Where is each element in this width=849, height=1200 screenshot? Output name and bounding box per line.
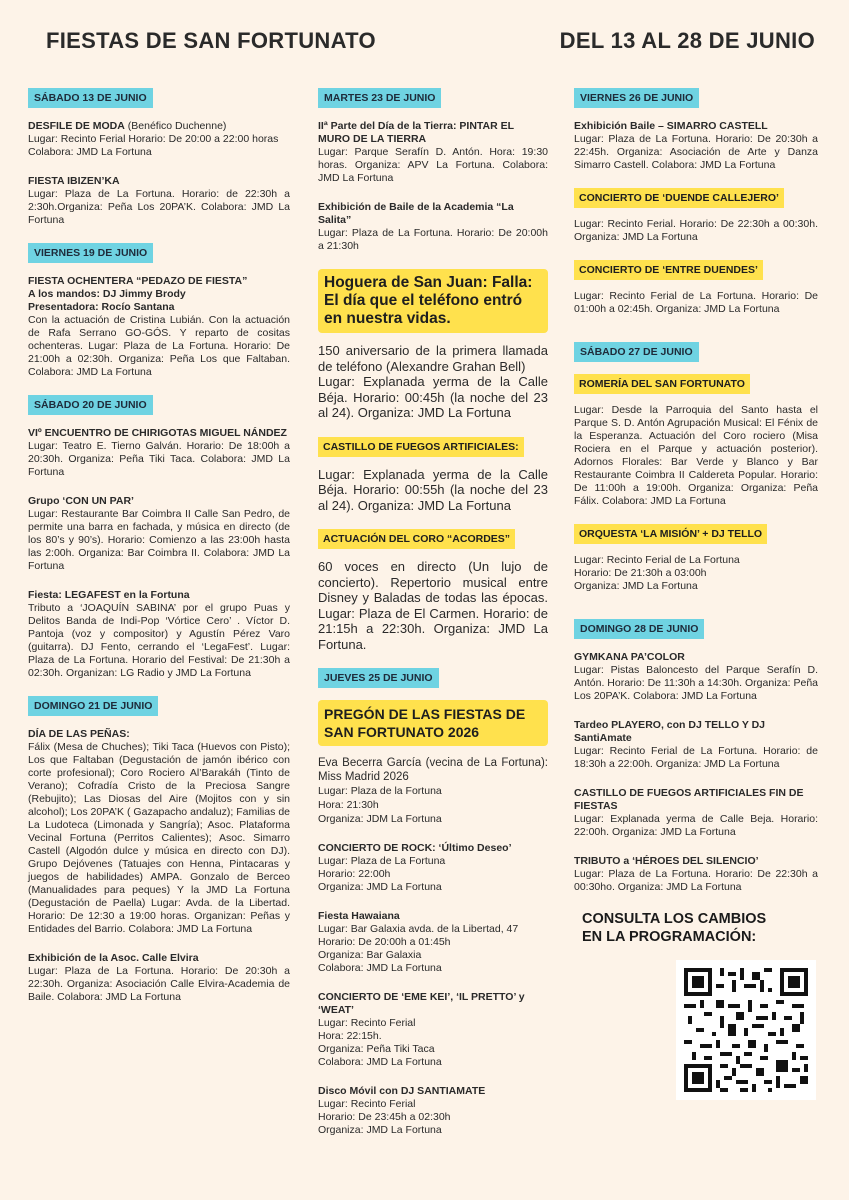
- event-hora: Horario: De 21:30h a 03:00h: [574, 567, 707, 579]
- event: [574, 404, 818, 508]
- event-body: Lugar: Teatro E. Tierno Galván. Horario: De 18:00h a 20:30h. Organiza: Peña Tiki Taca. Colabora: JMD La Fortuna: [28, 440, 290, 478]
- event-body: Lugar: Plaza de La Fortuna. Horario: De 20:00h a 21:30h: [318, 227, 548, 252]
- event-hora: Hora: 21:30h: [318, 799, 379, 811]
- date-range: DEL 13 AL 28 DE JUNIO: [559, 28, 815, 53]
- consulta-text: [582, 910, 818, 946]
- event-title: TRIBUTO a ‘HÉROES DEL SILENCIO’: [574, 855, 759, 867]
- event-organiza: Organiza: Bar Galaxia: [318, 949, 422, 961]
- event-title: CONCIERTO DE ‘EME KEI’, ‘IL PRETTO’ y ‘WEAT’: [318, 991, 525, 1016]
- event-body: Lugar: Plaza de La Fortuna. Horario: De 20:30h a 22:45h. Organiza: Asociación de Arte y Danza Simarro Castell. Colabora: JMD La Fortuna: [574, 133, 818, 171]
- event-title: Exhibición Baile – SIMARRO CASTELL: [574, 120, 768, 132]
- event-hora: Horario: De 20:00h a 01:45h: [318, 936, 451, 948]
- highlight-coro: ACTUACIÓN DEL CORO “ACORDES”: [318, 529, 515, 549]
- event: [574, 554, 818, 593]
- event-body: Lugar: Explanada yerma de la Calle Béja. Horario: 00:55h (la noche del 23 al 24). Organiza: JMD La Fortuna: [318, 466, 548, 513]
- highlight-romeria: ROMERÍA DEL SAN FORTUNATO: [574, 374, 750, 394]
- event-subtitle: Presentadora: Rocío Santana: [28, 301, 175, 313]
- event: [574, 290, 818, 316]
- event-subtitle: A los mandos: DJ Jimmy Brody: [28, 288, 186, 300]
- event-title: Fiesta Hawaiana: [318, 910, 400, 922]
- event: [28, 175, 290, 227]
- day-label-dom28: DOMINGO 28 DE JUNIO: [574, 619, 704, 639]
- event-body: Lugar: Recinto Ferial de La Fortuna. Horario: de 18:30h a 22:00h. Organiza: JMD La Fortuna: [574, 745, 818, 770]
- column-1: [28, 88, 290, 1020]
- event-organiza: Organiza: JDM La Fortuna: [318, 813, 442, 825]
- event-title: FIESTA IBIZEN’KA: [28, 175, 120, 187]
- event-body: Lugar: Plaza de La Fortuna. Horario: de 22:30h a 2:30h.Organiza: Peña Los 20PA’K. Colabora: JMD La Fortuna: [28, 188, 290, 226]
- event-body: Lugar: Pistas Baloncesto del Parque Serafín D. Antón. Horario: De 11:30h a 14:30h. Organiza: Peña Los 20PA’K. Colabora: JMD La Fortuna: [574, 664, 818, 702]
- event: [318, 991, 548, 1069]
- consulta-line: EN LA PROGRAMACIÓN:: [582, 929, 757, 945]
- event-body: Lugar: Recinto Ferial de La Fortuna. Horario: De 01:00h a 02:45h. Organiza: JMD La Fortuna: [574, 290, 818, 315]
- day-label-sab20: SÁBADO 20 DE JUNIO: [28, 395, 153, 415]
- event: [318, 343, 548, 421]
- event: [318, 756, 548, 826]
- event: [574, 787, 818, 839]
- event-title: Tardeo PLAYERO, con DJ TELLO Y DJ SantiAmate: [574, 719, 765, 744]
- event-body: Tributo a ‘JOAQUÍN SABINA’ por el grupo Puas y Delitos Banda de Indi-Pop ‘Vórtice Cero’ . Víctor D. Pantoja (voz y compositor) y Agustín Pérez Varo (guitarra). DJ Fento, cerrando el ‘LegaFest’. Lugar: Plaza de La Fortuna. Horario del Festival: De 21:30h a 02:30h. Organizan: LG Radio y JMD La Fortuna: [28, 602, 290, 679]
- event-body: Lugar: Parque Serafín D. Antón. Hora: 19:30 horas. Organiza: APV La Fortuna. Colabora: JMD La Fortuna: [318, 146, 548, 184]
- event-colabora: Colabora: JMD La Fortuna: [318, 1056, 442, 1068]
- page-title: FIESTAS DE SAN FORTUNATO: [46, 28, 376, 53]
- event-title: Exhibición de Baile de la Academia “La Salita”: [318, 201, 514, 226]
- event-body: Con la actuación de Cristina Lubián. Con la actuación de Rafa Serrano GO-GÓS. Y reparto de cositas ochenteras. Lugar: Plaza de La Fortuna. Horario: De 21:00h a 02:30h. Organiza: Peña Los que Faltaban. Colabora: JMD La Fortuna: [28, 314, 290, 378]
- event-body: Lugar: Plaza de La Fortuna. Horario: De 22:30h a 00:30ho. Organiza: JMD La Fortuna: [574, 868, 818, 893]
- event-body: Lugar: Explanada yerma de la Calle Béja. Horario: 00:45h (la noche del 23 al 24). Organiza: JMD La Fortuna: [318, 374, 548, 420]
- event: [574, 651, 818, 703]
- event-organiza: Organiza: JMD La Fortuna: [574, 580, 698, 592]
- event-hora: Hora: 22:15h.: [318, 1030, 382, 1042]
- event-organiza: Organiza: JMD La Fortuna: [318, 1124, 442, 1136]
- event-body: Eva Becerra García (vecina de La Fortuna): Miss Madrid 2026: [318, 757, 548, 783]
- event-body: 60 voces en directo (Un lujo de concierto). Repertorio musical entre Disney y Baladas de todas las épocas. Lugar: Plaza de El Carmen. Horario: de 21:15h a 22:30h. Organiza: JMD La Fortuna.: [318, 559, 548, 652]
- event-title: Grupo ‘CON UN PAR’: [28, 495, 134, 507]
- qr-code-graphic: [680, 964, 812, 1096]
- event-title: GYMKANA PA’COLOR: [574, 651, 685, 663]
- event-title: Fiesta: LEGAFEST en la Fortuna: [28, 589, 190, 601]
- event: [28, 427, 290, 479]
- event-lugar: Lugar: Bar Galaxia avda. de la Libertad, 47: [318, 923, 519, 935]
- event-colabora: Colabora: JMD La Fortuna: [318, 962, 442, 974]
- highlight-entre: CONCIERTO DE ‘ENTRE DUENDES’: [574, 260, 763, 280]
- event-organiza: Organiza: Peña Tiki Taca: [318, 1043, 435, 1055]
- event: [318, 910, 548, 975]
- highlight-pregon: PREGÓN DE LAS FIESTAS DE SAN FORTUNATO 2026: [318, 700, 548, 746]
- event: [574, 120, 818, 172]
- header: [0, 28, 849, 64]
- event-title: DESFILE DE MODA (Benéfico Duchenne): [28, 120, 227, 132]
- event-lugar: Lugar: Recinto Ferial: [318, 1017, 416, 1029]
- event: [574, 719, 818, 771]
- event-colabora: Colabora: JMD La Fortuna: [28, 146, 152, 158]
- column-2: [318, 88, 548, 1153]
- consulta-line: CONSULTA LOS CAMBIOS: [582, 911, 767, 927]
- event: [318, 1085, 548, 1137]
- event-body: Fálix (Mesa de Chuches); Tiki Taca (Huevos con Pisto); Los que Faltaban (Degustación de jamón ibérico con corte profesional); Coro Rociero Al’Barakáh (Tinto de Verano); Cofradía Cristo de la Preciosa Sangre (Rebujito); Las Diosas del Aire (Mojitos con y sin alcohol); Los 20PA’K ( Gazapacho andaluz); Familias de La Ludoteca (Limonada y Sangría); Asoc. Plataforma Vecinal Fortuna (Perritos Calientes); Asoc. Simarro Castell (Algodón dulce y música en directo con DJ). Grupo Dejóvenes (Tatuajes con Henna, Pintacaras y juegos de habilidades) AMPA. Gonzalo de Berceo (Manualidades para peques) Y la JMD La Fortuna (Degustación de Paella) Lugar: Avda. de la Libertad. Horario: De 12:30 a 19:00 horas. Organizan: Peñas y Entidades del Barrio. Colabora: JMD La Fortuna: [28, 741, 290, 935]
- event-title: CASTILLO DE FUEGOS ARTIFICIALES FIN DE FIESTAS: [574, 787, 804, 812]
- event-organiza: Organiza: JMD La Fortuna: [318, 881, 442, 893]
- day-label-vie26: VIERNES 26 DE JUNIO: [574, 88, 699, 108]
- highlight-orquesta: ORQUESTA ‘LA MISIÓN’ + DJ TELLO: [574, 524, 767, 544]
- event: [28, 120, 290, 159]
- event: [318, 559, 548, 652]
- event-hora: Horario: De 23:45h a 02:30h: [318, 1111, 451, 1123]
- event-lugar: Lugar: Recinto Ferial: [318, 1098, 416, 1110]
- event: [28, 275, 290, 379]
- event-hora: Horario: 22:00h: [318, 868, 391, 880]
- highlight-duende: CONCIERTO DE ‘DUENDE CALLEJERO’: [574, 188, 784, 208]
- event-title: FIESTA OCHENTERA “PEDAZO DE FIESTA”: [28, 275, 248, 287]
- event: [28, 495, 290, 573]
- day-label-sab27: SÁBADO 27 DE JUNIO: [574, 342, 699, 362]
- event-title: Disco Móvil con DJ SANTIAMATE: [318, 1085, 486, 1097]
- event-title: VIº ENCUENTRO DE CHIRIGOTAS MIGUEL NÁNDEZ: [28, 427, 287, 439]
- event-body: Lugar: Desde la Parroquia del Santo hasta el Parque S. D. Antón Agrupación Musical: El Fénix de la Esperanza. Actuación del Coro rociero (Misa Rociera en el Parque y actuación posterior). Adornos Florales: Bar Verde y Blanco y Bar Restaurante Coimbra II Caldereta Popular. Horario: De 11:00h a 19:00h. Organiza: Organiza: Peña Fálix. Colabora: JMD La Fortuna: [574, 404, 818, 507]
- event: [574, 218, 818, 244]
- event-lugar: Lugar: Plaza de la Fortuna: [318, 785, 442, 797]
- event-body: Lugar: Plaza de La Fortuna. Horario: De 20:30h a 22:30h. Organiza: Asociación Calle Elvira-Academia de Baile. Colabora: JMD La Fortuna: [28, 965, 290, 1003]
- event-title: DÍA DE LAS PEÑAS:: [28, 728, 130, 740]
- event-body: Lugar: Explanada yerma de Calle Beja. Horario: 22:00h. Organiza: JMD La Fortuna: [574, 813, 818, 838]
- event: [28, 589, 290, 680]
- event-title: IIª Parte del Día de la Tierra: PINTAR EL MURO DE LA TIERRA: [318, 120, 514, 145]
- event-body: 150 aniversario de la primera llamada de teléfono (Alexandre Grahan Bell): [318, 343, 548, 374]
- day-label-jue25: JUEVES 25 DE JUNIO: [318, 668, 439, 688]
- day-label-vie19: VIERNES 19 DE JUNIO: [28, 243, 153, 263]
- event-lugar: Lugar: Plaza de La Fortuna: [318, 855, 446, 867]
- day-label-dom21: DOMINGO 21 DE JUNIO: [28, 696, 158, 716]
- event-body: Lugar: Recinto Ferial Horario: De 20:00 a 22:00 horas: [28, 133, 279, 145]
- qr-code-icon[interactable]: [676, 960, 816, 1100]
- event-title: CONCIERTO DE ROCK: ‘Último Deseo’: [318, 842, 512, 854]
- spacer: [574, 332, 818, 342]
- column-3: [574, 88, 818, 1100]
- event: [574, 855, 818, 894]
- highlight-castillo: CASTILLO DE FUEGOS ARTIFICIALES:: [318, 437, 524, 457]
- event: [28, 952, 290, 1004]
- event-body: Lugar: Recinto Ferial. Horario: De 22:30h a 00:30h. Organiza: JMD La Fortuna: [574, 218, 818, 243]
- day-label-sab13: SÁBADO 13 DE JUNIO: [28, 88, 153, 108]
- event-lugar: Lugar: Recinto Ferial de La Fortuna: [574, 554, 740, 566]
- spacer: [574, 609, 818, 619]
- day-label-mar23: MARTES 23 DE JUNIO: [318, 88, 441, 108]
- event: [318, 842, 548, 894]
- event-body: Lugar: Restaurante Bar Coimbra II Calle San Pedro, de permite una barra en fachada, y música en directo (de los 80’s y 90’s). Horario: Comienzo a las 23:00h hasta las 2:00h. Organiza: Bar Coimbra II. Colabora: JMD La Fortuna: [28, 508, 290, 572]
- event: [318, 467, 548, 514]
- event: [28, 728, 290, 936]
- event: [318, 120, 548, 185]
- event-title: Exhibición de la Asoc. Calle Elvira: [28, 952, 199, 964]
- highlight-hoguera: Hoguera de San Juan: Falla: El día que el teléfono entró en nuestra vidas.: [318, 269, 548, 333]
- event: [318, 201, 548, 253]
